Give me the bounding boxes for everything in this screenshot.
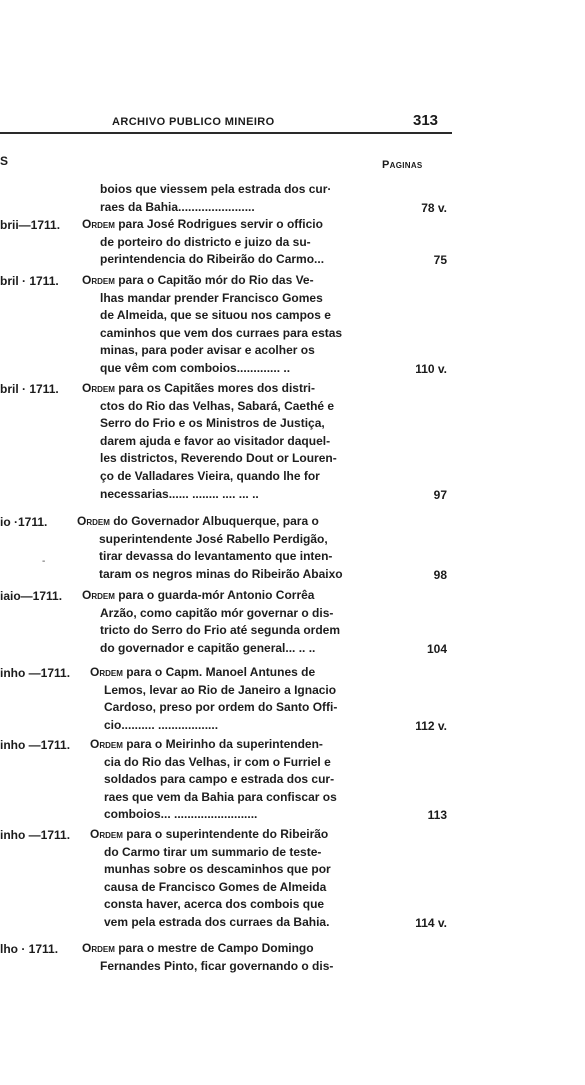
entry-text [77, 513, 343, 583]
entry-text-line: ctos do Rio das Velhas, Sabará, Caethé e [100, 398, 335, 413]
entry-text-line: Lemos, levar ao Rio de Janeiro a Ignacio [104, 682, 337, 697]
entry-text [82, 940, 333, 975]
entry-date: bril · 1711. [0, 382, 59, 396]
entry-text [82, 587, 340, 657]
entry-text-line: les districtos, Reverendo Dout or Louren- [100, 451, 337, 466]
entry-text-line: do governador e capitão general... .. .. [100, 640, 316, 655]
entry-page-ref: 78 v. [421, 200, 447, 215]
entry-text-line: raes que vem da Bahia para confiscar os [104, 789, 337, 804]
entry-text [90, 664, 337, 734]
entry-text-line: vem pela estrada dos curraes da Bahia. [104, 914, 330, 929]
entry-text-line: do Carmo tirar um summario de teste- [104, 844, 322, 859]
entry-text-line: taram os negros minas do Ribeirão Abaixo [99, 566, 343, 581]
entry-text-line: consta haver, acerca dos combois que [104, 897, 325, 912]
entry-text-line: Ordem para o Meirinho da superintenden- [90, 737, 323, 751]
entry-text [100, 181, 331, 216]
entry-text-line: tricto do Serro do Frio até segunda ordem [100, 623, 341, 638]
column-heading-paginas [382, 159, 423, 171]
entry-text-line: minas, para poder avisar e acolher os [100, 343, 315, 358]
entry-text-line: de porteiro do districto e juizo da su- [100, 234, 311, 249]
entry-date: inho —1711. [0, 666, 71, 680]
entry-text-line: lhas mandar prender Francisco Gomes [100, 290, 323, 305]
entry-date: brii—1711. [0, 218, 61, 232]
entry-text-line: ço de Valladares Vieira, quando lhe for [100, 468, 320, 483]
column-heading-text: Paginas [382, 159, 423, 171]
entry-text-line: perintendencia do Ribeirão do Carmo... [100, 252, 325, 267]
entry-date: bril · 1711. [0, 274, 59, 288]
entry-text-line: tirar devassa do levantamento que inten- [99, 549, 333, 564]
entry-date: lho · 1711. [0, 942, 59, 956]
entry-date: iaio—1711. [0, 589, 63, 603]
stray-dash-mark: - [42, 556, 46, 567]
entry-text-line: Ordem do Governador Albuquerque, para o [77, 514, 319, 528]
entry-text-line: Cardoso, preso por ordem do Santo Offi- [104, 700, 338, 715]
entry-text-line: Ordem para o superintendente do Ribeirão [90, 827, 329, 841]
entry-text-line: comboios... ......................... [104, 807, 258, 822]
entry-page-ref: 112 v. [415, 718, 447, 733]
entry-text-line: de Almeida, que se situou nos campos e [100, 308, 331, 323]
entry-page-ref: 98 [433, 567, 447, 582]
entry-text [82, 380, 337, 503]
entry-text-line: boios que viessem pela estrada dos cur· [100, 182, 332, 196]
entry-text-line: Ordem para o Capitão mór do Rio das Ve- [82, 273, 314, 287]
entry-text-line: soldados para campo e estrada dos cur- [104, 772, 335, 787]
entry-text-line: que vêm com comboios............. .. [100, 360, 291, 375]
entry-text-line: Ordem para o guarda-mór Antonio Corrêa [82, 588, 315, 602]
entry-text-line: necessarias...... ........ .... ... .. [100, 486, 259, 501]
entry-page-ref: 113 [427, 808, 447, 823]
entry-text-line: munhas sobre os descaminhos que por [104, 862, 331, 877]
page-number: 313 [413, 112, 439, 129]
entry-text [90, 736, 337, 824]
entry-page-ref: 97 [433, 487, 447, 502]
entry-text-line: Ordem para os Capitães mores dos distri- [82, 381, 315, 395]
entry-text-line: cia do Rio das Velhas, ir com o Furriel e [104, 754, 331, 769]
entry-text-line: Serro do Frio e os Ministros de Justiça, [100, 416, 325, 431]
entry-text-line: Ordem para o mestre de Campo Domingo [82, 941, 314, 955]
entry-date: io ·1711. [0, 515, 48, 529]
entry-date: inho —1711. [0, 828, 71, 842]
entry-text-line: superintendente José Rabello Perdigão, [99, 531, 328, 546]
entry-text [90, 826, 331, 932]
entry-text-line: Ordem para o Capm. Manoel Antunes de [90, 665, 316, 679]
entry-text [82, 216, 324, 269]
left-margin-mark: S [0, 154, 9, 168]
entry-text [82, 272, 342, 378]
entry-page-ref: 114 v. [415, 916, 447, 930]
entry-text-line: Fernandes Pinto, ficar governando o dis- [100, 958, 334, 973]
entry-text-line: cio.......... .................. [104, 717, 219, 732]
entry-text-line: caminhos que vem dos curraes para estas [100, 325, 343, 340]
entry-text-line: causa de Francisco Gomes de Almeida [104, 879, 327, 894]
header-rule [0, 132, 452, 134]
running-head: ARCHIVO PUBLICO MINEIRO [112, 116, 275, 128]
entry-text-line: darem ajuda e favor ao visitador daquel- [100, 433, 331, 448]
entry-page-ref: 104 [426, 641, 447, 656]
entry-page-ref: 110 v. [415, 362, 447, 376]
entry-text-line: raes da Bahia....................... [100, 199, 255, 214]
entry-text-line: Arzão, como capitão mór governar o dis- [100, 605, 334, 620]
entry-text-line: Ordem para José Rodrigues servir o officio [82, 217, 323, 231]
entry-date: inho —1711. [0, 738, 71, 752]
entry-page-ref: 75 [433, 253, 447, 268]
